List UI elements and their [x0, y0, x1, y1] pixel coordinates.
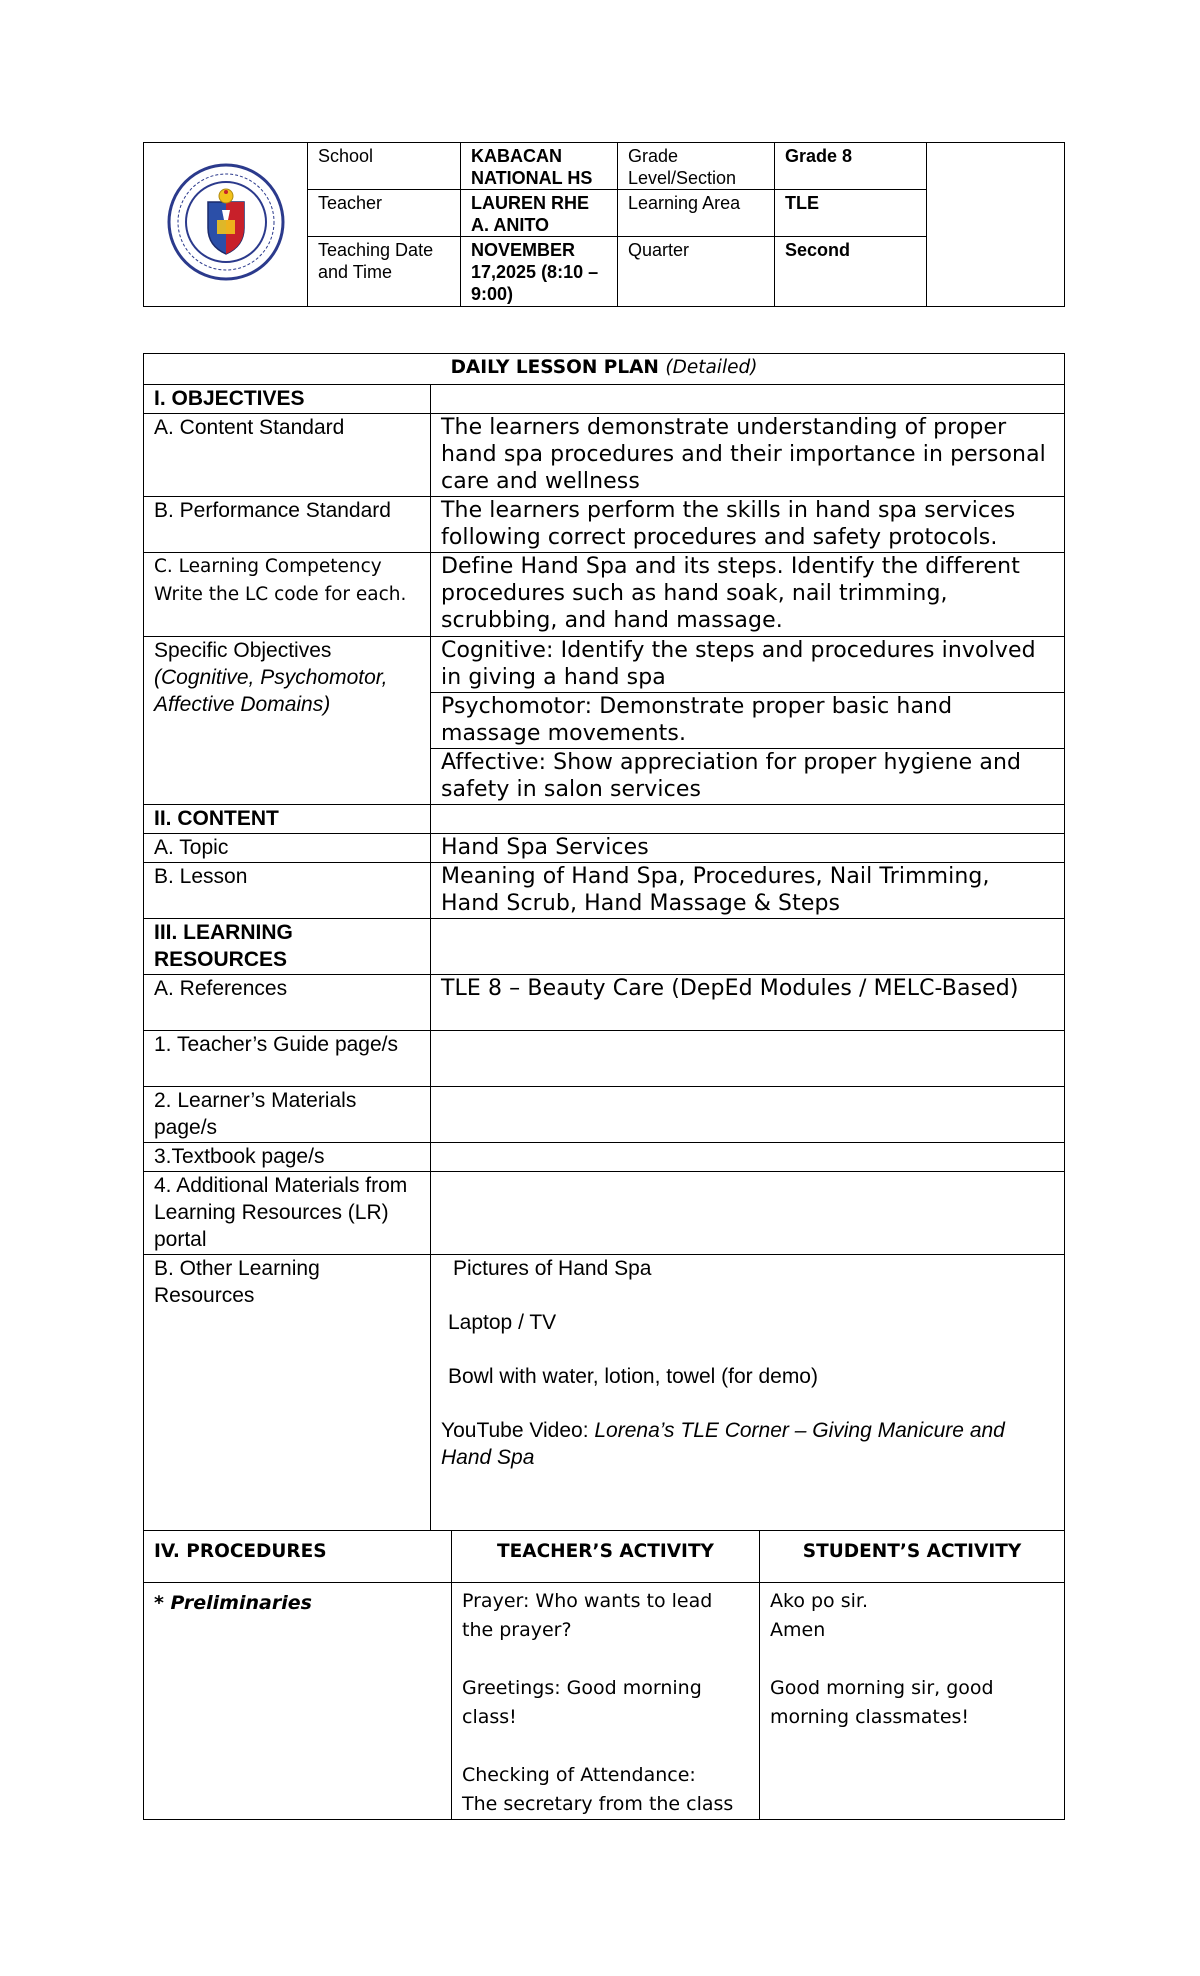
deped-logo-cell — [144, 143, 308, 307]
student-activity-heading: STUDENT’S ACTIVITY — [760, 1531, 1065, 1583]
other-resources-list — [431, 1255, 1065, 1531]
deped-seal-logo — [166, 162, 286, 282]
learning-competency-label — [144, 553, 431, 637]
teachers-guide-value — [431, 1031, 1065, 1087]
learning-competency-label-line1: C. Learning Competency — [154, 556, 382, 577]
topic-label: A. Topic — [144, 834, 431, 863]
procedures-heading: IV. PROCEDURES — [144, 1531, 452, 1583]
learners-materials-value — [431, 1087, 1065, 1143]
performance-standard-label: B. Performance Standard — [144, 497, 431, 553]
grade-label: Grade Level/Section — [618, 143, 775, 190]
teacher-attendance-1: Checking of Attendance: — [462, 1764, 696, 1786]
teachers-guide-label: 1. Teacher’s Guide page/s — [144, 1031, 431, 1087]
textbook-label: 3.Textbook page/s — [144, 1143, 431, 1172]
content-standard-label: A. Content Standard — [144, 414, 431, 497]
teacher-activity-cell — [452, 1583, 760, 1820]
content-standard-value: The learners demonstrate understanding of proper hand spa procedures and their importance in personal care and wellness — [431, 414, 1065, 497]
content-heading: II. CONTENT — [144, 805, 431, 834]
topic-value: Hand Spa Services — [431, 834, 1065, 863]
resource-youtube — [441, 1417, 1054, 1471]
school-info-table — [143, 142, 1065, 307]
teacher-attendance-2: The secretary from the class — [462, 1793, 734, 1815]
resource-pictures: Pictures of Hand Spa — [453, 1257, 652, 1280]
preliminaries-label: * Preliminaries — [154, 1592, 312, 1614]
daily-lesson-plan-table — [143, 353, 1065, 1531]
specific-objectives-title: Specific Objectives — [154, 639, 332, 662]
learners-materials-label: 2. Learner’s Materials page/s — [144, 1087, 431, 1143]
resource-bowl: Bowl with water, lotion, towel (for demo) — [448, 1365, 818, 1388]
references-label: A. References — [144, 975, 431, 1031]
grade-value: Grade 8 — [775, 143, 927, 190]
student-line-2: Amen — [770, 1619, 826, 1641]
specific-objectives-domains: (Cognitive, Psychomotor, Affective Domains) — [154, 666, 388, 716]
lesson-value: Meaning of Hand Spa, Procedures, Nail Trimming, Hand Scrub, Hand Massage & Steps — [431, 863, 1065, 919]
teacher-label: Teacher — [308, 190, 461, 237]
learning-competency-value: Define Hand Spa and its steps. Identify the different procedures such as hand soak, nail trimming, scrubbing, and hand massage. — [431, 553, 1065, 637]
school-value: KABACAN NATIONAL HS — [461, 143, 618, 190]
student-greeting: Good morning sir, good morning classmates! — [770, 1677, 994, 1728]
learning-area-value: TLE — [775, 190, 927, 237]
other-resources-label: B. Other Learning Resources — [144, 1255, 431, 1531]
blank-cell — [927, 143, 1065, 307]
school-label: School — [308, 143, 461, 190]
teacher-value: LAUREN RHE A. ANITO — [461, 190, 618, 237]
resource-youtube-title: Lorena’s TLE Corner – Giving Manicure and Hand Spa — [441, 1419, 1005, 1469]
objectives-empty — [431, 385, 1065, 414]
teaching-date-value: NOVEMBER 17,2025 (8:10 – 9:00) — [461, 237, 618, 307]
resource-laptop: Laptop / TV — [448, 1311, 557, 1334]
lesson-label: B. Lesson — [144, 863, 431, 919]
additional-materials-value — [431, 1172, 1065, 1255]
plan-title-main: DAILY LESSON PLAN — [450, 357, 666, 378]
learning-resources-heading: III. LEARNING RESOURCES — [144, 919, 431, 975]
specific-objectives-label — [144, 637, 431, 805]
learning-competency-label-line2: Write the LC code for each. — [154, 584, 407, 605]
learning-area-label: Learning Area — [618, 190, 775, 237]
quarter-value: Second — [775, 237, 927, 307]
objectives-heading: I. OBJECTIVES — [144, 385, 431, 414]
affective-objective: Affective: Show appreciation for proper hygiene and safety in salon services — [431, 749, 1065, 805]
procedures-table — [143, 1530, 1065, 1820]
teacher-prayer: Prayer: Who wants to lead the prayer? — [462, 1590, 713, 1641]
performance-standard-value: The learners perform the skills in hand spa services following correct procedures and safety protocols. — [431, 497, 1065, 553]
teaching-date-label: Teaching Date and Time — [308, 237, 461, 307]
cognitive-objective: Cognitive: Identify the steps and procedures involved in giving a hand spa — [431, 637, 1065, 693]
plan-title-paren: (Detailed) — [665, 357, 758, 378]
quarter-label: Quarter — [618, 237, 775, 307]
learning-resources-empty — [431, 919, 1065, 975]
content-empty — [431, 805, 1065, 834]
teacher-greetings: Greetings: Good morning class! — [462, 1677, 702, 1728]
psychomotor-objective: Psychomotor: Demonstrate proper basic hand massage movements. — [431, 693, 1065, 749]
plan-title — [144, 354, 1065, 385]
resource-youtube-prefix: YouTube Video: — [441, 1419, 595, 1442]
preliminaries-cell — [144, 1583, 452, 1820]
textbook-value — [431, 1143, 1065, 1172]
additional-materials-label: 4. Additional Materials from Learning Resources (LR) portal — [144, 1172, 431, 1255]
teacher-activity-heading: TEACHER’S ACTIVITY — [452, 1531, 760, 1583]
references-value: TLE 8 – Beauty Care (DepEd Modules / MELC-Based) — [431, 975, 1065, 1031]
student-line-1: Ako po sir. — [770, 1590, 868, 1612]
student-activity-cell — [760, 1583, 1065, 1820]
